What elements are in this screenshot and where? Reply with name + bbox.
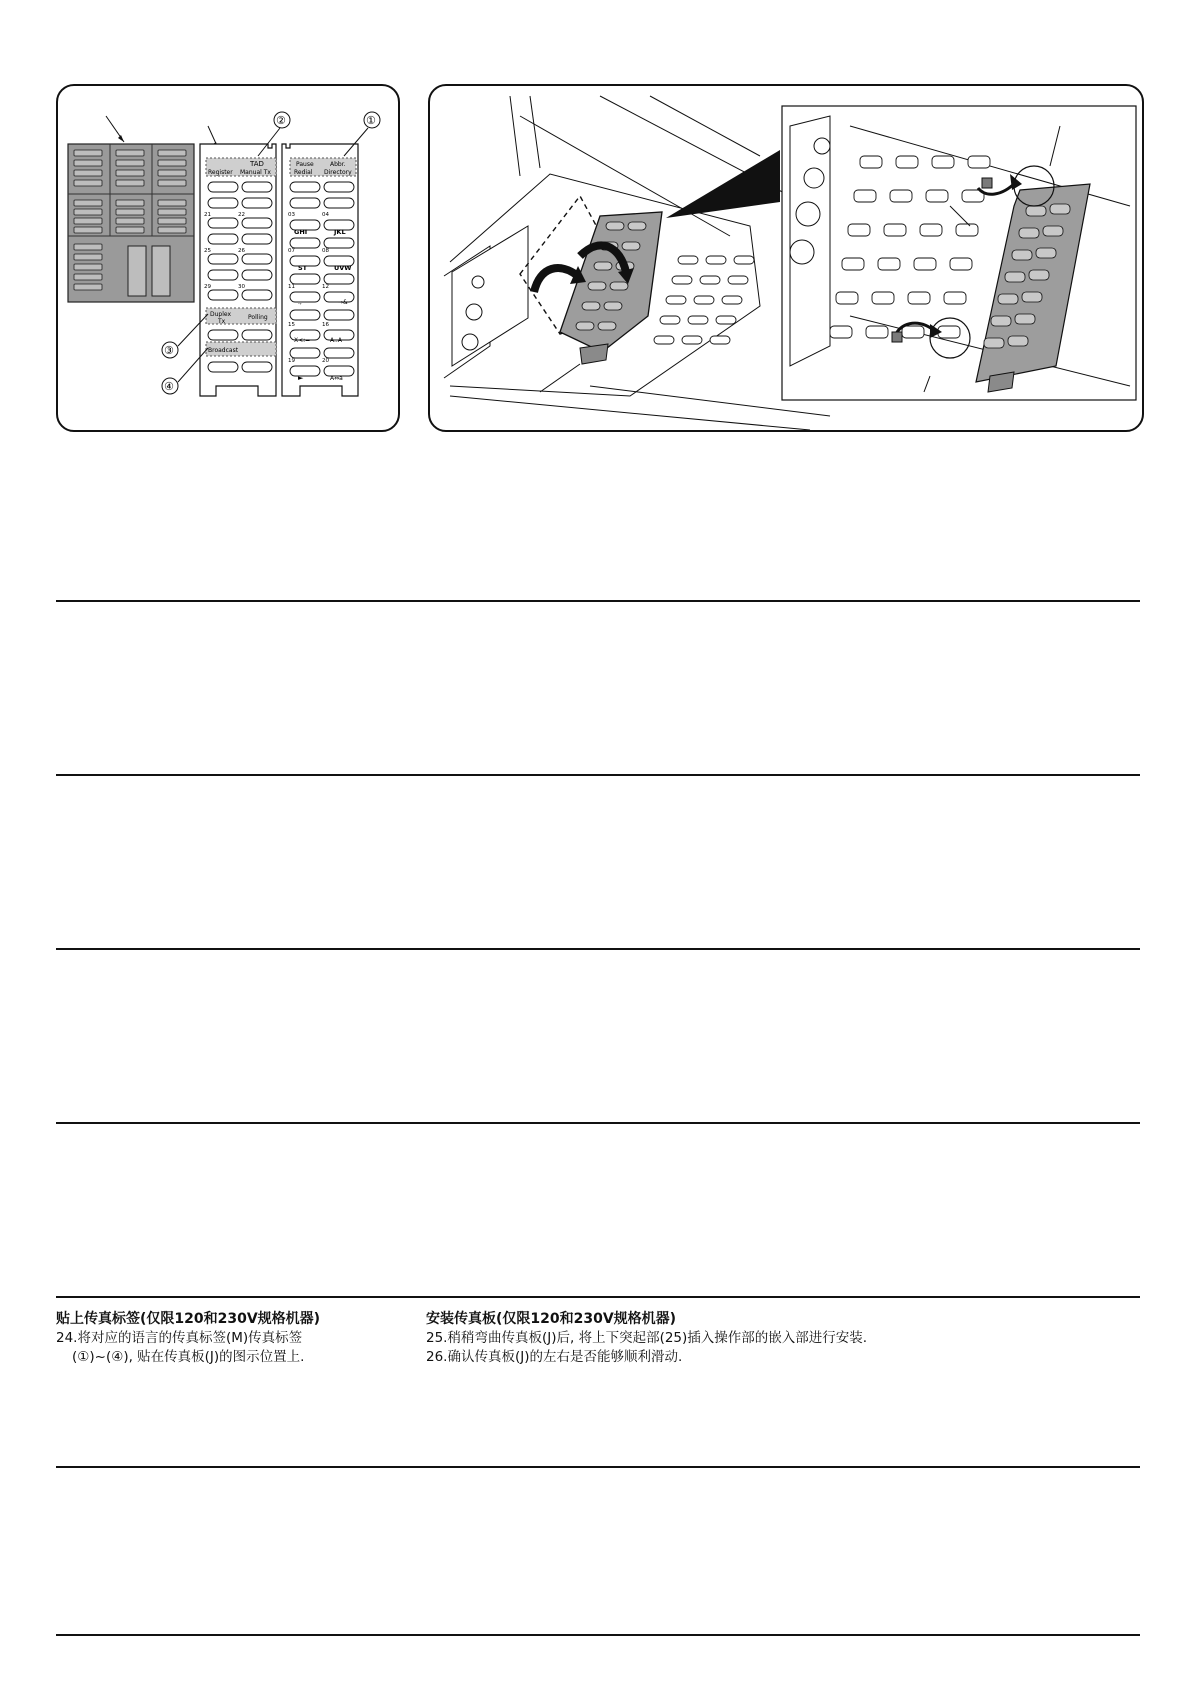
strip-key xyxy=(208,362,238,372)
base-key xyxy=(734,256,754,264)
inset-key xyxy=(830,326,852,338)
strip1-sym-x: X<:= xyxy=(294,337,311,344)
base-key xyxy=(706,256,726,264)
strip-key xyxy=(242,330,272,340)
sheet-key xyxy=(158,227,186,233)
sheet-key xyxy=(158,200,186,206)
step-26: 26.确认传真板(J)的左右是否能够顺利滑动. xyxy=(426,1349,683,1365)
sheet-key xyxy=(116,227,144,233)
figure-fax-labels xyxy=(56,84,400,432)
svg-text:④: ④ xyxy=(164,380,174,393)
sheet-key xyxy=(116,218,144,224)
panel-key xyxy=(628,222,646,230)
svg-text:②: ② xyxy=(276,114,286,127)
strip1-num-16: 16 xyxy=(322,322,329,328)
base-key xyxy=(700,276,720,284)
strip-key xyxy=(242,234,272,244)
strip1-arrow: ► xyxy=(298,374,304,382)
inset-key xyxy=(914,258,936,270)
strip2-num-26: 26 xyxy=(238,248,245,254)
strip-key xyxy=(242,290,272,300)
step-25: 25.稍稍弯曲传真板(J)后, 将上下突起部(25)插入操作部的嵌入部进行安装. xyxy=(426,1330,868,1346)
sheet-key xyxy=(116,150,144,156)
sheet-key xyxy=(74,150,102,156)
strip1-st: ST xyxy=(298,264,308,272)
strip1-directory: Directory xyxy=(324,169,352,176)
inset-key xyxy=(854,190,876,202)
base-key xyxy=(660,316,680,324)
base-key xyxy=(722,296,742,304)
inset-panel-key xyxy=(1050,204,1070,214)
strip2-num-22: 22 xyxy=(238,212,245,218)
panel-key xyxy=(622,242,640,250)
strip-key xyxy=(208,290,238,300)
strip-key xyxy=(242,254,272,264)
inset-key xyxy=(926,190,948,202)
strip-key xyxy=(242,198,272,208)
strip-key xyxy=(290,238,320,248)
sheet-key xyxy=(74,254,102,260)
base-key xyxy=(666,296,686,304)
inset-panel-key xyxy=(991,316,1011,326)
strip2-num-21: 21 xyxy=(204,212,211,218)
strip2-broadcast: Broadcast xyxy=(208,347,239,354)
base-key xyxy=(716,316,736,324)
inset-panel-key xyxy=(1043,226,1063,236)
base-key xyxy=(672,276,692,284)
label-strip-2 xyxy=(200,144,276,396)
sheet-key xyxy=(74,227,102,233)
strip-key xyxy=(290,274,320,284)
strip1-case: A⇔a xyxy=(330,375,343,382)
panel-key xyxy=(582,302,600,310)
sheet-key xyxy=(158,170,186,176)
inset-key xyxy=(908,292,930,304)
strip-key xyxy=(290,348,320,358)
sheet-key xyxy=(158,209,186,215)
inset-panel-key xyxy=(1012,250,1032,260)
panel-key xyxy=(604,302,622,310)
sheet-key xyxy=(74,218,102,224)
panel-key xyxy=(594,262,612,270)
inset-key xyxy=(944,292,966,304)
strip-key xyxy=(324,310,354,320)
strip1-num-19: 19 xyxy=(288,358,295,364)
strip1-sym-left: ., xyxy=(298,299,302,306)
strip-key xyxy=(242,182,272,192)
inset-panel-key xyxy=(1015,314,1035,324)
step-24-line-1: 24.将对应的语言的传真标签(M)传真标签 xyxy=(56,1330,303,1346)
base-key xyxy=(688,316,708,324)
sheet-key xyxy=(116,170,144,176)
inset-panel-key xyxy=(1005,272,1025,282)
divider-line xyxy=(56,1466,1140,1468)
strip1-num-07: 07 xyxy=(288,248,295,254)
svg-text:①: ① xyxy=(366,114,376,127)
panel-key xyxy=(588,282,606,290)
strip-key xyxy=(242,362,272,372)
divider-line xyxy=(56,774,1140,776)
strip1-sym-aa: A..A xyxy=(330,337,342,344)
sheet-key xyxy=(116,200,144,206)
inset-key xyxy=(860,156,882,168)
strip-key xyxy=(208,330,238,340)
sheet-key xyxy=(116,160,144,166)
strip-key xyxy=(290,310,320,320)
leader-line-j xyxy=(540,364,580,392)
base-key xyxy=(694,296,714,304)
fax-panel-install-illustration xyxy=(430,86,1142,430)
strip-key xyxy=(208,234,238,244)
base-key xyxy=(710,336,730,344)
sheet-key xyxy=(74,180,102,186)
divider-line xyxy=(56,1634,1140,1636)
inset-key xyxy=(866,326,888,338)
strip-key xyxy=(242,270,272,280)
strip2-duplex: Duplex xyxy=(210,311,232,318)
strip2-register: Register xyxy=(208,169,233,176)
base-key xyxy=(682,336,702,344)
strip1-ghi: GHI xyxy=(294,228,308,236)
strip1-sym-right: →& xyxy=(338,299,348,306)
sheet-key xyxy=(74,264,102,270)
inset-key xyxy=(884,224,906,236)
inset-key xyxy=(896,156,918,168)
sheet-key xyxy=(74,209,102,215)
section-install-fax-panel xyxy=(426,1310,1126,1367)
strip1-num-04: 04 xyxy=(322,212,329,218)
strip2-num-29: 29 xyxy=(204,284,211,290)
inset-panel-key xyxy=(1036,248,1056,258)
strip-key xyxy=(208,270,238,280)
sheet-key xyxy=(158,150,186,156)
strip-key xyxy=(242,218,272,228)
strip-key xyxy=(324,238,354,248)
strip2-num-30: 30 xyxy=(238,284,245,290)
strip2-polling: Polling xyxy=(248,314,268,321)
inset-key xyxy=(956,224,978,236)
panel-key xyxy=(610,282,628,290)
label-strip-1 xyxy=(282,144,358,396)
strip2-num-25: 25 xyxy=(204,248,211,254)
inset-panel-key xyxy=(1019,228,1039,238)
callout-1 xyxy=(344,112,380,156)
inset-panel-key xyxy=(1029,270,1049,280)
panel-key xyxy=(598,322,616,330)
strip-key xyxy=(208,254,238,264)
inset-key xyxy=(950,258,972,270)
figure-fax-panel-install xyxy=(428,84,1144,432)
strip1-num-15: 15 xyxy=(288,322,295,328)
sheet-key xyxy=(158,218,186,224)
strip-key xyxy=(290,292,320,302)
fax-panel-j xyxy=(560,212,662,364)
strip-key xyxy=(208,198,238,208)
strip1-jkl: JKL xyxy=(334,228,346,236)
step-24-line-2: (①)~(④), 贴在传真板(J)的图示位置上. xyxy=(72,1349,305,1365)
strip1-num-08: 08 xyxy=(322,248,329,254)
inset-key xyxy=(872,292,894,304)
divider-line xyxy=(56,1296,1140,1298)
base-keypad xyxy=(654,256,754,344)
inset-panel-key xyxy=(998,294,1018,304)
strip-key xyxy=(324,182,354,192)
inset-key xyxy=(878,258,900,270)
base-key xyxy=(654,336,674,344)
strip-key xyxy=(324,198,354,208)
strip1-num-03: 03 xyxy=(288,212,295,218)
zoom-inset xyxy=(782,106,1136,400)
sheet-key xyxy=(74,170,102,176)
inset-key xyxy=(848,224,870,236)
divider-line xyxy=(56,600,1140,602)
base-key xyxy=(678,256,698,264)
strip1-abbr: Abbr. xyxy=(330,161,346,168)
sheet-key xyxy=(116,180,144,186)
sheet-key xyxy=(74,200,102,206)
strip2-tx: Tx xyxy=(218,318,226,325)
strip1-uvw: UVW xyxy=(334,264,352,272)
inset-key xyxy=(902,326,924,338)
sheet-key xyxy=(74,284,102,290)
strip1-num-20: 20 xyxy=(322,358,329,364)
inset-panel-key xyxy=(1026,206,1046,216)
sheet-key xyxy=(158,160,186,166)
strip2-tad: TAD xyxy=(250,160,264,168)
svg-text:③: ③ xyxy=(164,344,174,357)
section-title: 安装传真板(仅限120和230V规格机器) xyxy=(426,1311,677,1327)
divider-line xyxy=(56,1122,1140,1124)
sheet-key xyxy=(74,160,102,166)
strip1-num-12: 12 xyxy=(322,284,329,290)
strip-key xyxy=(208,218,238,228)
panel-key xyxy=(606,222,624,230)
inset-key xyxy=(932,156,954,168)
inset-key xyxy=(842,258,864,270)
sheet-key xyxy=(116,209,144,215)
base-key xyxy=(728,276,748,284)
bend-arrow-left xyxy=(534,268,578,292)
sheet-key xyxy=(158,180,186,186)
label-sheet xyxy=(68,144,194,302)
strip-key xyxy=(324,348,354,358)
strip-key xyxy=(290,366,320,376)
strip1-pause: Pause xyxy=(296,161,314,168)
strip-key xyxy=(208,182,238,192)
strip1-num-11: 11 xyxy=(288,284,295,290)
strip-key xyxy=(290,198,320,208)
inset-key xyxy=(968,156,990,168)
sheet-key xyxy=(74,274,102,280)
inset-panel-key xyxy=(984,338,1004,348)
inset-key xyxy=(890,190,912,202)
strip2-manual-tx: Manual Tx xyxy=(240,169,271,176)
divider-line xyxy=(56,948,1140,950)
section-title: 贴上传真标签(仅限120和230V规格机器) xyxy=(56,1311,321,1327)
inset-panel-key xyxy=(1008,336,1028,346)
inset-key xyxy=(920,224,942,236)
fax-labels-illustration xyxy=(58,86,398,430)
strip1-redial: Redial xyxy=(294,169,313,176)
inset-key xyxy=(836,292,858,304)
panel-key xyxy=(576,322,594,330)
sheet-key xyxy=(74,244,102,250)
inset-panel-key xyxy=(1022,292,1042,302)
section-attach-fax-labels xyxy=(56,1310,386,1367)
strip-key xyxy=(324,274,354,284)
strip-key xyxy=(290,182,320,192)
